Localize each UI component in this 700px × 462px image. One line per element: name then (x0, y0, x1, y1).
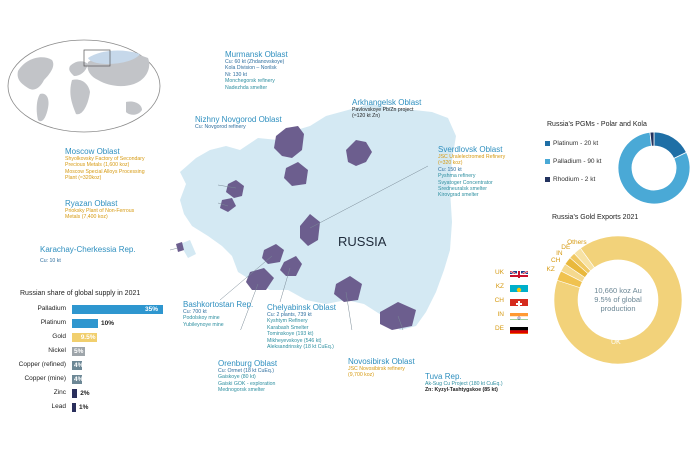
region-title: Tuva Rep. (425, 372, 462, 381)
pgm-donut-chart (614, 128, 694, 208)
region-line: Prioksky Plant of Non-Ferrous (65, 208, 135, 214)
region-line: Cu: 60 kt (Zhdanovskoye) (225, 59, 285, 65)
russia-map (150, 0, 480, 330)
gold-slice-label: IN (556, 249, 563, 257)
region-line: Cu: 150 kt (438, 166, 462, 173)
region-title: Nizhny Novgorod Oblast (195, 115, 282, 124)
region-line: Zn: Kyzyl-Tashtygskoe (85 kt) (425, 387, 498, 394)
region-line: Cu: 700 kt (183, 309, 207, 315)
supply-bar-value: 10% (101, 320, 115, 327)
supply-bar-value: 4% (74, 376, 84, 383)
region-line: Ak-Sug Cu Project (180 kt CuEq.) (425, 381, 503, 387)
region-line: JSC Novosibirsk refinery (348, 366, 405, 372)
region-line: Cu: 10 kt (40, 258, 61, 264)
flag-code-label: UK (494, 269, 504, 276)
pgm-legend-item (545, 176, 595, 183)
region-line: JSC Uralelectromed Refinery (438, 154, 506, 160)
region-line: Gaiskoye (80 kt) (218, 374, 256, 381)
region-line: Shyolkovsky Factory of Secondary (65, 156, 145, 162)
supply-row-label: Copper (refined) (18, 361, 66, 368)
callout-arkhangelsk (352, 98, 421, 120)
gold-title: Russia’s Gold Exports 2021 (552, 214, 639, 221)
region-line: Nadezhda smelter (225, 84, 268, 91)
pgm-title: Russia’s PGMs - Polar and Kola (547, 121, 647, 128)
supply-bar-value: 1% (79, 404, 89, 411)
supply-row (0, 319, 180, 329)
callout-orenburg (218, 359, 277, 394)
pgm-legend-swatch (545, 177, 550, 182)
supply-row-label: Palladium (37, 305, 66, 312)
region-line: Kyshtym Refinery (267, 318, 308, 325)
region-line: Sredneuralsk smelter (438, 186, 488, 193)
region-line: Podolskoy mine (183, 315, 220, 322)
pgm-legend-item (545, 140, 598, 147)
region-line: Mikheyevskoye (546 kt) (267, 337, 322, 344)
supply-row-label: Zinc (53, 389, 66, 396)
pgm-legend-swatch (545, 159, 550, 164)
callout-novosibirsk (348, 357, 415, 379)
gold-slice-label: CH (551, 257, 561, 265)
callout-murmansk (225, 50, 288, 91)
region-line: Karabash Smelter (267, 324, 309, 331)
supply-row-label: Nickel (48, 347, 66, 354)
region-line: (≈320 koz) (438, 160, 463, 167)
gold-slice-label: Others (567, 238, 587, 246)
region-line: Pavlovskoye Pb/Zn project (352, 107, 414, 113)
region-line: Pyshma refinery (438, 173, 476, 180)
region-line: Svyatoger Concentrator (438, 179, 493, 186)
region-title: Bashkortostan Rep. (183, 300, 254, 309)
supply-row (0, 389, 180, 399)
gold-slice-label: KZ (546, 266, 555, 274)
callout-tuva (425, 372, 503, 394)
supply-title: Russian share of global supply in 2021 (20, 290, 141, 297)
supply-row-label: Copper (mine) (24, 375, 66, 382)
gold-center-line-2: 9.5% of global (594, 295, 642, 304)
region-line: Mednogorsk smelter (218, 387, 265, 394)
supply-bar (72, 403, 76, 412)
region-line: Ni: 130 kt (225, 71, 247, 78)
gold-slice-label: DE (561, 243, 571, 251)
supply-bar-value: 35% (145, 306, 159, 313)
callout-ryazan (65, 199, 134, 221)
region-title: Ryazan Oblast (65, 199, 118, 208)
region-title: Moscow Oblast (65, 147, 120, 156)
supply-row (0, 361, 180, 371)
region-line: Cu: 2 plants, 739 kt (267, 312, 312, 318)
region-line: Tominskoye (193 kt) (267, 331, 314, 338)
callout-chelyabinsk (267, 303, 336, 350)
region-title: Arkhangelsk Oblast (352, 98, 422, 107)
region-line: (9,700 koz) (348, 372, 374, 379)
supply-bar-value: 4% (74, 362, 84, 369)
callout-nizhny (195, 115, 282, 130)
supply-bar-value: 9.5% (80, 334, 96, 341)
pgm-legend-label: Palladium - 90 kt (553, 158, 602, 165)
country-label: RUSSIA (338, 234, 387, 249)
region-line: Moscow Special Alloys Processing (65, 168, 145, 175)
callout-sverdlovsk (438, 145, 505, 199)
supply-row-label: Gold (52, 333, 66, 340)
region-line: Plant (≈320koz) (65, 175, 102, 182)
supply-row-label: Platinum (40, 319, 66, 326)
region-line: Cu: Novgorod refinery (195, 124, 246, 130)
region-line: Gaiski GOK - exploration (218, 380, 276, 387)
flag-ch-icon (510, 296, 528, 306)
region-line: Aleksandrinsky (18 kt CuEq.) (267, 344, 334, 351)
gold-center-line-1: 10,660 koz Au (594, 286, 642, 295)
flag-code-label: CH (494, 297, 504, 304)
region-line: Yubileynoye mine (183, 321, 224, 328)
flag-kz-icon (510, 282, 528, 292)
supply-row (0, 347, 180, 357)
region-title: Karachay-Cherkessia Rep. (40, 245, 136, 254)
supply-row (0, 305, 180, 315)
region-line: Precious Metals (1,600 koz) (65, 162, 130, 169)
russia-landmass (180, 104, 456, 330)
region-line: Kirovgrad smelter (438, 192, 479, 199)
region-line: (≈120 kt Zn) (352, 113, 380, 120)
gold-center-line-3: production (600, 304, 636, 313)
supply-row (0, 375, 180, 385)
export-flags (490, 268, 540, 338)
region-title: Novosibirsk Oblast (348, 357, 415, 366)
region-line: Monchegorsk refinery (225, 78, 275, 85)
region-title: Sverdlovsk Oblast (438, 145, 503, 154)
flag-code-label: KZ (495, 283, 504, 290)
region-line: Kola Division – Norilsk (225, 65, 277, 72)
supply-bar-value: 5% (74, 348, 84, 355)
supply-bar (72, 389, 77, 398)
pgm-legend (545, 140, 615, 190)
supply-row (0, 403, 180, 413)
region-title: Chelyabinsk Oblast (267, 303, 336, 312)
pgm-legend-label: Platinum - 20 kt (553, 140, 599, 147)
pgm-legend-item (545, 158, 601, 165)
flag-in-icon (510, 310, 528, 320)
supply-row-label: Lead (51, 403, 66, 410)
flag-code-label: DE (494, 325, 504, 332)
pgm-legend-swatch (545, 141, 550, 146)
pgm-legend-label: Rhodium - 2 kt (553, 176, 596, 183)
region-title: Orenburg Oblast (218, 359, 278, 368)
callout-moscow (65, 147, 145, 182)
region-line: Metals (7,400 koz) (65, 214, 108, 221)
flag-de-icon (510, 324, 528, 334)
gold-uk-label: UK (611, 339, 621, 346)
world-inset-map (4, 36, 164, 136)
supply-bar-chart (0, 305, 180, 420)
supply-row (0, 333, 180, 343)
callout-karachay (40, 245, 136, 264)
supply-bar-value: 2% (80, 390, 90, 397)
region-title: Murmansk Oblast (225, 50, 288, 59)
region-line: Cu: Ormet (18 kt CuEq.) (218, 368, 274, 374)
flag-code-label: IN (497, 311, 504, 318)
supply-bar (72, 319, 98, 328)
flag-uk-icon (510, 268, 528, 278)
gold-center-label (578, 286, 658, 313)
callout-bashkortostan (183, 300, 253, 328)
